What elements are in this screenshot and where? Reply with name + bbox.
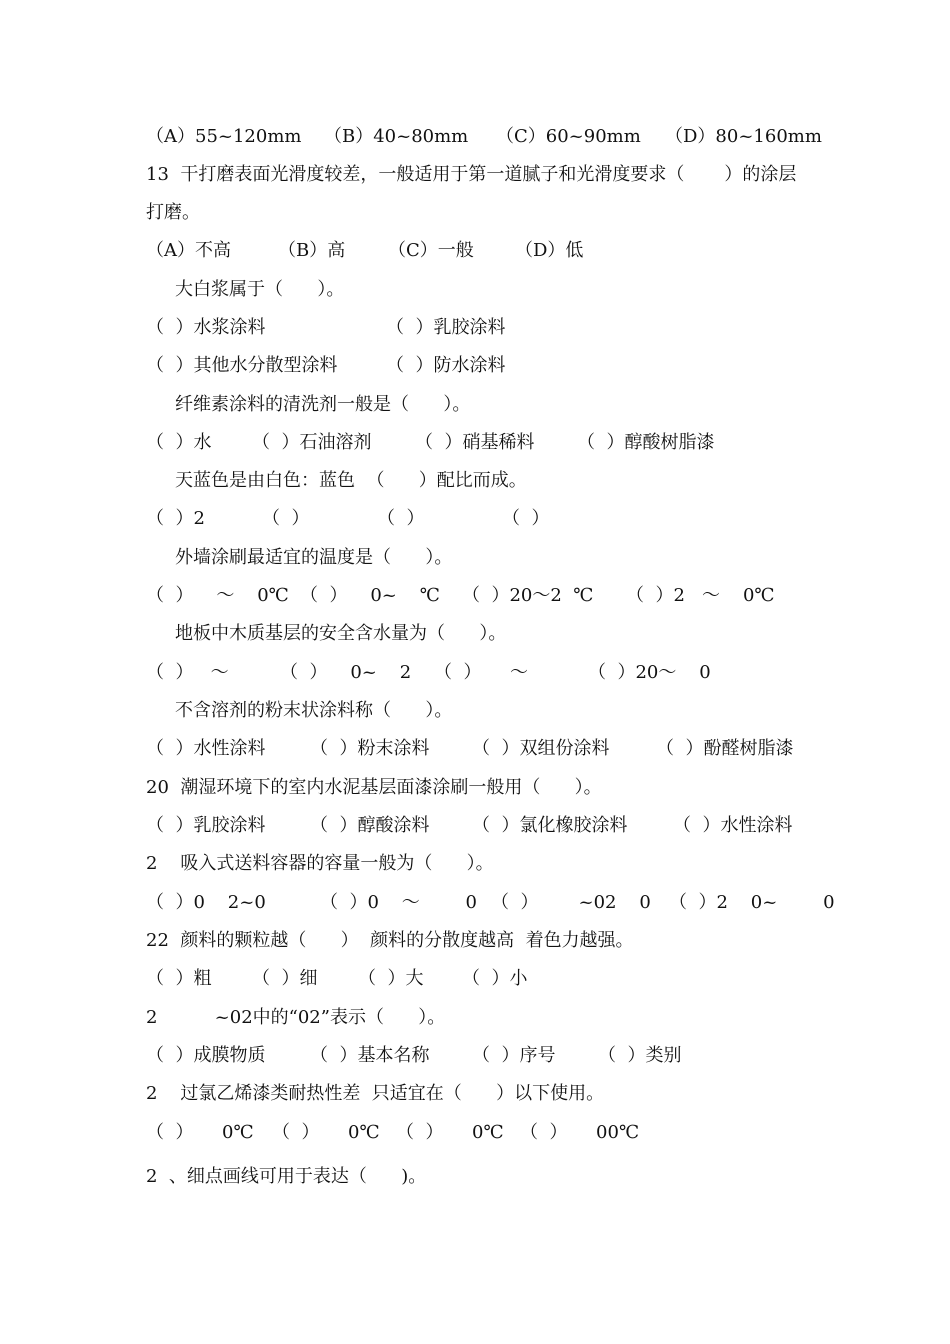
option-b: （ ）细: [252, 968, 318, 989]
option-a: （A）55~120mm: [146, 126, 302, 147]
question-text: 2 、细点画线可用于表达（ )。: [146, 1166, 427, 1187]
question-line: [0, 468, 950, 494]
option-c: （ ） ～: [434, 662, 529, 683]
option-b: （ ） 0~ 2: [280, 662, 412, 683]
question-line: [0, 621, 950, 647]
option-a: （ ）0 2~0: [146, 892, 266, 913]
options-line: [0, 660, 950, 686]
options-line: [0, 353, 950, 379]
option-c: （ ）: [377, 508, 425, 529]
option-a: （ ）水性涂料: [146, 738, 266, 759]
option-a: （ ）乳胶涂料: [146, 815, 266, 836]
question-text: 外墙涂刷最适宜的温度是（ ）。: [175, 547, 453, 568]
options-line: [0, 506, 950, 532]
question-line: [0, 1164, 950, 1190]
option-a: （A）不高: [146, 240, 231, 261]
option-a: （ ）2: [146, 508, 205, 529]
question-line: [0, 162, 950, 188]
option-a: （ ） 0℃: [146, 1122, 254, 1143]
option-c: （ ）双组份涂料: [472, 738, 610, 759]
question-line: [0, 698, 950, 724]
option-d: （ ）2 0~ 0: [669, 892, 835, 913]
option-c: （ ）20～2 ℃: [462, 585, 594, 606]
option-b: （B）高: [278, 240, 346, 261]
option-a: （ ）水: [146, 432, 212, 453]
question-text: 不含溶剂的粉末状涂料称（ ）。: [175, 700, 453, 721]
option-c: （ ）氯化橡胶涂料: [472, 815, 628, 836]
option-c: （ ）硝基稀料: [415, 432, 535, 453]
options-line-13: [0, 238, 950, 264]
question-text: 大白浆属于（ ）。: [175, 279, 345, 300]
question-line: [0, 928, 950, 954]
option-a: （ ）水浆涂料: [146, 317, 266, 338]
options-line: [0, 1043, 950, 1069]
question-text: 20 潮湿环境下的室内水泥基层面漆涂刷一般用（ ）。: [146, 777, 602, 798]
question-continuation: [0, 200, 950, 226]
option-c: （C）60~90mm: [496, 126, 641, 147]
option-d: （ ）20～ 0: [588, 662, 711, 683]
question-text: 打磨。: [146, 202, 200, 223]
option-a: （ ） ～ 0℃: [146, 585, 289, 606]
option-a: （ ）粗: [146, 968, 212, 989]
options-line: [0, 583, 950, 609]
options-line: [0, 966, 950, 992]
option-b: （ ） 0~ ℃: [300, 585, 440, 606]
option-d: （ ）醇酸树脂漆: [577, 432, 715, 453]
question-line: [0, 392, 950, 418]
option-a: （ ）成膜物质: [146, 1045, 266, 1066]
option-d: （ ）水性涂料: [673, 815, 793, 836]
question-line: [0, 1005, 950, 1031]
question-text: 2 ~02中的“02”表示（ ）。: [146, 1007, 446, 1028]
option-b: （ ） 0℃: [272, 1122, 380, 1143]
option-d: （ ）: [502, 508, 550, 529]
option-b: （ ）基本名称: [310, 1045, 430, 1066]
question-line: [0, 545, 950, 571]
option-d: （ ）小: [462, 968, 528, 989]
question-text: 天蓝色是由白色：蓝色 （ ）配比而成。: [175, 470, 527, 491]
question-line: [0, 775, 950, 801]
option-d: （D）80~160mm: [665, 126, 822, 147]
options-line-12: [0, 124, 950, 150]
option-b: （ ）: [262, 508, 310, 529]
option-b: （ ）醇酸涂料: [310, 815, 430, 836]
option-c: （ ）序号: [472, 1045, 556, 1066]
option-d: （D）低: [515, 240, 584, 261]
option-b: （ ）0 ～ 0: [320, 892, 478, 913]
option-b: （ ）石油溶剂: [252, 432, 372, 453]
options-line: [0, 430, 950, 456]
option-b: （ ）乳胶涂料: [386, 317, 506, 338]
option-d: （ ） 00℃: [520, 1122, 640, 1143]
option-c: （ ） ~02 0: [491, 892, 651, 913]
option-d: （ ）防水涂料: [386, 355, 506, 376]
question-text: 地板中木质基层的安全含水量为（ ）。: [175, 623, 507, 644]
question-line: [0, 1081, 950, 1107]
option-c: （ ）大: [358, 968, 424, 989]
question-text: 2 过氯乙烯漆类耐热性差 只适宜在（ ）以下使用。: [146, 1083, 605, 1104]
options-line: [0, 315, 950, 341]
option-c: （ ） 0℃: [396, 1122, 504, 1143]
options-line: [0, 736, 950, 762]
question-line: [0, 851, 950, 877]
option-b: （ ）粉末涂料: [310, 738, 430, 759]
option-d: （ ）酚醛树脂漆: [656, 738, 794, 759]
option-d: （ ）类别: [598, 1045, 682, 1066]
option-b: （B）40~80mm: [324, 126, 469, 147]
option-c: （C）一般: [388, 240, 474, 261]
option-a: （ ） ～: [146, 662, 229, 683]
option-c: （ ）其他水分散型涂料: [146, 355, 338, 376]
question-text: 纤维素涂料的清洗剂一般是（ ）。: [175, 394, 471, 415]
options-line: [0, 890, 950, 916]
question-line: [0, 277, 950, 303]
options-line: [0, 813, 950, 839]
option-d: （ ）2 ～ 0℃: [626, 585, 775, 606]
question-text: 2 吸入式送料容器的容量一般为（ ）。: [146, 853, 494, 874]
question-text: 22 颜料的颗粒越（ ） 颜料的分散度越高 着色力越强。: [146, 930, 634, 951]
question-text: 13 干打磨表面光滑度较差，一般适用于第一道腻子和光滑度要求（ ）的涂层: [146, 164, 797, 185]
options-line: [0, 1120, 950, 1146]
